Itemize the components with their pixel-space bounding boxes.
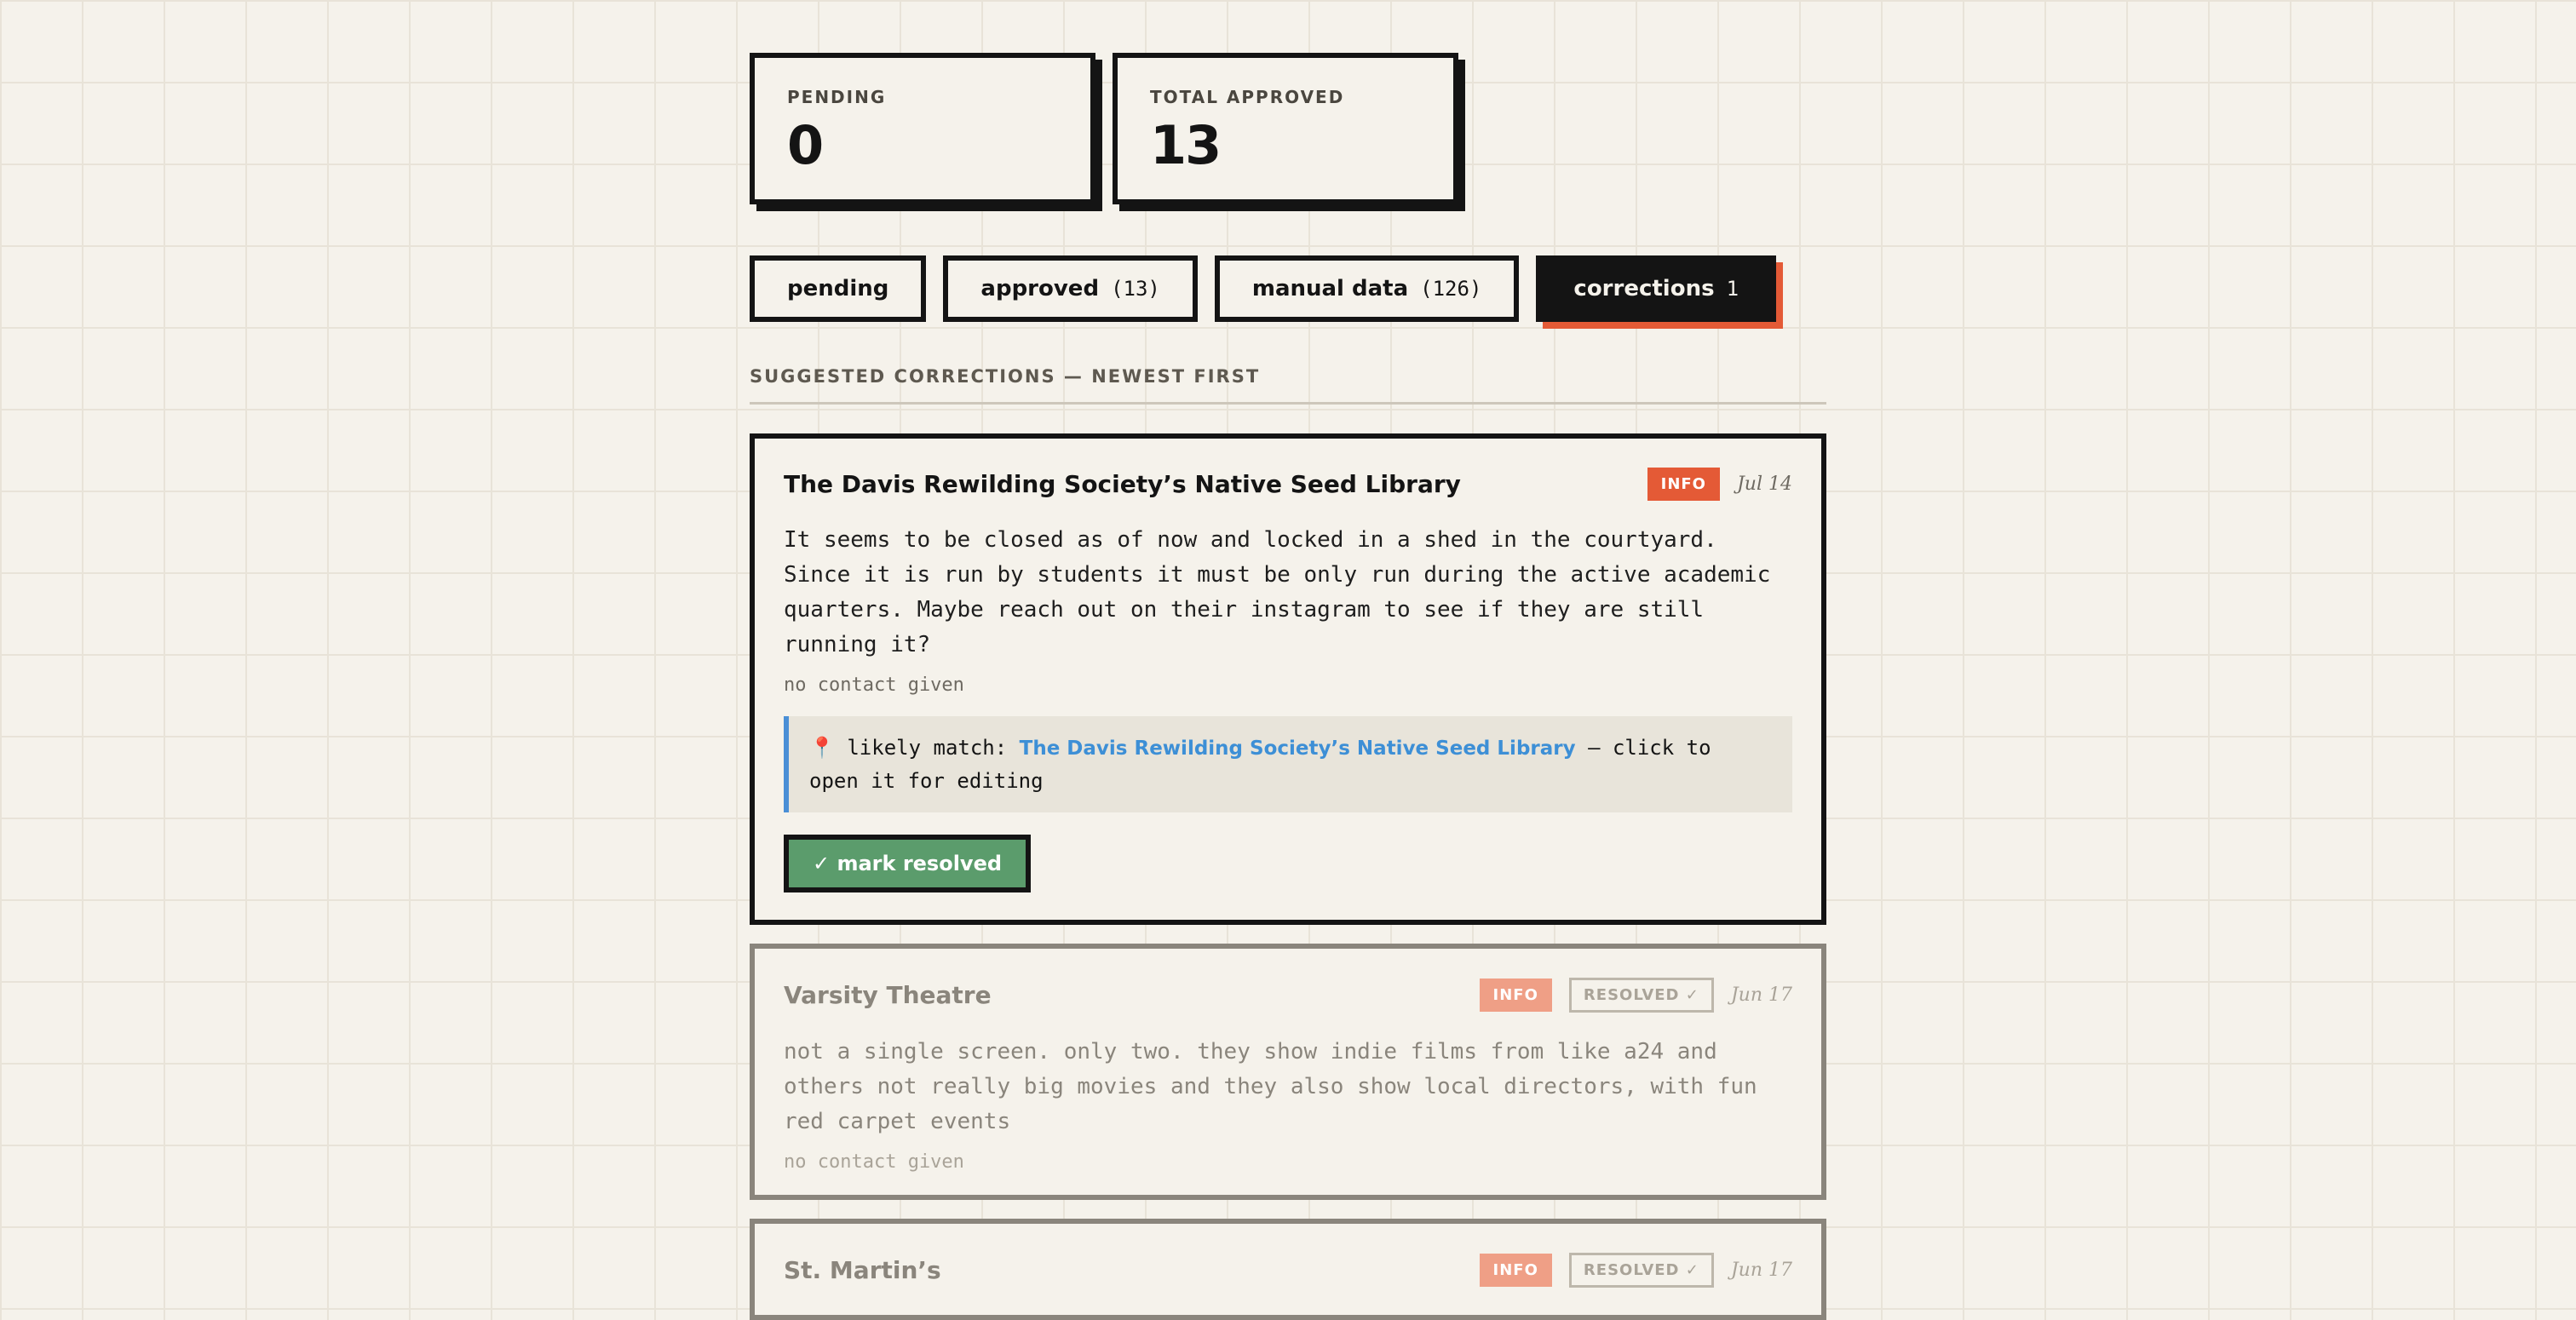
card-date: Jul 14: [1736, 473, 1792, 495]
tab-label: approved: [980, 276, 1100, 301]
tab-count: (126): [1420, 277, 1482, 301]
tab-corrections[interactable]: [1536, 255, 1776, 322]
correction-card-resolved: [750, 944, 1826, 1200]
card-body: It seems to be closed as of now and locked in a shed in the courtyard. Since it is run by students it must be only run during the active academic quarters. Maybe reach out on their instagram to see if they are still running it?: [784, 527, 1771, 657]
stat-total-approved: [1113, 53, 1458, 204]
card-title: St. Martin’s: [784, 1256, 941, 1284]
tab-label: pending: [787, 276, 889, 301]
tab-pending[interactable]: [750, 255, 926, 322]
card-date: Jun 17: [1730, 1260, 1792, 1281]
contact-info: no contact given: [784, 1151, 964, 1173]
likely-match: [784, 716, 1792, 812]
card-title: The Davis Rewilding Society’s Native Seed Library: [784, 470, 1461, 498]
info-badge: INFO: [1480, 1254, 1552, 1287]
resolved-badge: RESOLVED ✓: [1569, 1253, 1714, 1288]
stat-pending: [750, 53, 1095, 204]
stat-label: PENDING: [787, 87, 887, 107]
correction-card-resolved: [750, 1219, 1826, 1320]
card-title: Varsity Theatre: [784, 981, 992, 1009]
stat-value: 0: [787, 114, 823, 176]
match-prefix: likely match:: [847, 736, 1008, 760]
tab-label: corrections: [1573, 276, 1715, 301]
card-meta: [1480, 978, 1792, 1013]
card-date: Jun 17: [1730, 984, 1792, 1006]
tab-manual-data[interactable]: [1215, 255, 1520, 322]
stat-label: TOTAL APPROVED: [1150, 87, 1345, 107]
tab-bar: [750, 255, 1826, 322]
info-badge: INFO: [1480, 979, 1552, 1012]
card-meta: [1480, 1253, 1792, 1288]
stats-row: [750, 53, 1826, 204]
match-link[interactable]: The Davis Rewilding Society’s Native Seed Library: [1019, 737, 1576, 760]
card-header: [784, 468, 1792, 501]
tab-approved[interactable]: [943, 255, 1197, 322]
info-badge: INFO: [1647, 468, 1720, 501]
section-title: SUGGESTED CORRECTIONS — NEWEST FIRST: [750, 366, 1826, 405]
tab-count: (13): [1111, 277, 1160, 301]
mark-resolved-button[interactable]: ✓ mark resolved: [784, 835, 1031, 892]
contact-info: no contact given: [784, 674, 964, 696]
match-suffix: — click to open it for editing: [809, 736, 1711, 793]
tab-count: 1: [1726, 277, 1739, 301]
admin-panel: [750, 53, 1826, 1320]
card-header: [784, 978, 1792, 1013]
resolved-badge: RESOLVED ✓: [1569, 978, 1714, 1013]
card-meta: [1647, 468, 1792, 501]
map-pin-icon: 📍: [809, 736, 835, 760]
correction-card: [750, 433, 1826, 925]
stat-value: 13: [1150, 114, 1221, 176]
card-header: [784, 1253, 1792, 1288]
tab-label: manual data: [1251, 276, 1409, 301]
card-body: not a single screen. only two. they show indie films from like a24 and others not really big movies and they also show local directors, with fun red carpet events: [784, 1039, 1757, 1134]
